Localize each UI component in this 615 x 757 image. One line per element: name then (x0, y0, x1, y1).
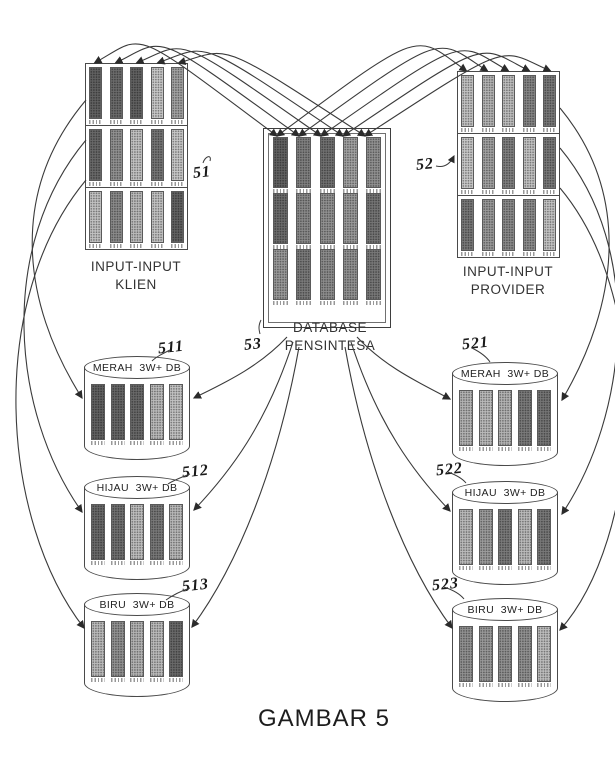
biru-3w-db-klien-bar-1 (91, 621, 105, 682)
bar-value-ticks (150, 678, 164, 682)
ref-522: 522 (435, 459, 464, 480)
bar-fill (498, 626, 512, 682)
hijau-3w-db-klien-type: 3W+ DB (135, 481, 178, 494)
biru-3w-db-provider-bar-4 (518, 626, 532, 687)
database-label-line1: DATABASE (292, 320, 368, 335)
merah-3w-db-klien-label (84, 356, 190, 379)
database-column-4 (343, 137, 358, 319)
klien-bar-2-2 (110, 129, 123, 186)
provider-bar-1-2 (482, 75, 495, 132)
bar-fill (482, 137, 495, 189)
db-segment-fill (273, 137, 288, 188)
db-segment-fill (296, 193, 311, 244)
figure-caption: GAMBAR 5 (258, 705, 391, 732)
bar-value-ticks (498, 447, 512, 451)
bar-value-ticks (479, 683, 493, 687)
biru-3w-db-provider-bar-5 (537, 626, 551, 687)
merah-3w-db-provider-bar-4 (518, 390, 532, 451)
bar-fill (461, 75, 474, 127)
provider-to-hijau-provider-arrow (560, 148, 615, 514)
database-pensintesa-block (263, 128, 391, 328)
klien-bar-2-4 (151, 129, 164, 186)
merah-3w-db-provider-bar-5 (537, 390, 551, 451)
bar-value-ticks (518, 566, 532, 570)
db-value-ticks (296, 189, 311, 193)
ref-523: 523 (431, 574, 460, 595)
bar-fill (111, 504, 125, 560)
ref-52-leader (436, 156, 454, 167)
merah-3w-db-provider-bar-2 (479, 390, 493, 451)
provider-segment-1 (457, 71, 560, 134)
db-value-ticks (320, 301, 335, 305)
provider-bar-2-2 (482, 137, 495, 194)
bar-fill (479, 626, 493, 682)
provider-to-merah-provider-arrow (560, 108, 609, 400)
bar-fill (498, 509, 512, 565)
bar-value-ticks (498, 683, 512, 687)
bar-value-ticks (482, 128, 495, 132)
bar-fill (151, 67, 164, 119)
bar-fill (150, 384, 164, 440)
hijau-3w-db-klien-cylinder (84, 476, 190, 580)
bar-value-ticks (89, 120, 102, 124)
hijau-3w-db-provider-label (452, 481, 558, 504)
bar-value-ticks (482, 190, 495, 194)
db-segment-fill (320, 137, 335, 188)
provider-segment-3 (457, 195, 560, 258)
biru-3w-db-klien-bar-2 (111, 621, 125, 682)
bar-value-ticks (110, 182, 123, 186)
bar-fill (518, 626, 532, 682)
bar-fill (523, 137, 536, 189)
bar-value-ticks (502, 252, 515, 256)
provider-bar-3-5 (543, 199, 556, 256)
ref-512: 512 (181, 461, 210, 482)
bar-value-ticks (461, 190, 474, 194)
provider-bar-1-5 (543, 75, 556, 132)
db-segment-fill (366, 193, 381, 244)
provider-label (452, 263, 564, 299)
bar-value-ticks (89, 182, 102, 186)
bar-fill (110, 67, 123, 119)
klien-bar-1-2 (110, 67, 123, 124)
bar-fill (537, 626, 551, 682)
bar-fill (130, 384, 144, 440)
bar-value-ticks (130, 120, 143, 124)
db-value-ticks (273, 301, 288, 305)
bar-fill (171, 67, 184, 119)
bar-fill (130, 191, 143, 243)
bar-fill (130, 67, 143, 119)
klien-database-arc-5 (179, 53, 366, 136)
database-label (268, 319, 392, 355)
bar-fill (543, 199, 556, 251)
bar-value-ticks (459, 566, 473, 570)
klien-to-hijau-klien-arrow (24, 140, 86, 512)
bar-fill (91, 504, 105, 560)
provider-label-line2: PROVIDER (470, 282, 546, 297)
bar-value-ticks (130, 678, 144, 682)
merah-3w-db-provider-bar-3 (498, 390, 512, 451)
bar-value-ticks (171, 244, 184, 248)
db-segment-fill (343, 193, 358, 244)
bar-fill (461, 137, 474, 189)
provider-label-line1: INPUT-INPUT (462, 264, 554, 279)
db-value-ticks (273, 189, 288, 193)
klien-bar-3-5 (171, 191, 184, 248)
hijau-3w-db-klien-bar-3 (130, 504, 144, 565)
klien-bar-2-3 (130, 129, 143, 186)
bar-fill (498, 390, 512, 446)
bar-value-ticks (461, 252, 474, 256)
biru-3w-db-klien-bars (91, 621, 183, 682)
bar-fill (150, 621, 164, 677)
db-value-ticks (343, 245, 358, 249)
bar-fill (151, 191, 164, 243)
bar-value-ticks (461, 128, 474, 132)
database-column-2 (296, 137, 311, 319)
provider-bar-2-5 (543, 137, 556, 194)
bar-value-ticks (130, 561, 144, 565)
db-value-ticks (273, 245, 288, 249)
klien-label-line2: KLIEN (115, 277, 157, 292)
bar-fill (543, 75, 556, 127)
biru-3w-db-klien-name: BIRU (99, 598, 133, 611)
bar-fill (523, 75, 536, 127)
bar-value-ticks (110, 120, 123, 124)
hijau-3w-db-klien-bar-1 (91, 504, 105, 565)
provider-bar-3-3 (502, 199, 515, 256)
db-segment-fill (296, 137, 311, 188)
merah-3w-db-klien-bars (91, 384, 183, 445)
provider-bar-3-1 (461, 199, 474, 256)
provider-input-block (457, 72, 560, 258)
bar-value-ticks (479, 566, 493, 570)
merah-3w-db-klien-bar-4 (150, 384, 164, 445)
bar-value-ticks (482, 252, 495, 256)
bar-value-ticks (151, 120, 164, 124)
bar-value-ticks (518, 447, 532, 451)
hijau-3w-db-provider-bar-3 (498, 509, 512, 570)
bar-fill (89, 129, 102, 181)
bar-value-ticks (151, 182, 164, 186)
merah-3w-db-provider-bar-1 (459, 390, 473, 451)
bar-fill (169, 621, 183, 677)
hijau-3w-db-provider-bar-2 (479, 509, 493, 570)
provider-bar-3-4 (523, 199, 536, 256)
bar-fill (130, 129, 143, 181)
db-segment-fill (366, 249, 381, 300)
bar-fill (461, 199, 474, 251)
bar-value-ticks (110, 244, 123, 248)
klien-bar-3-2 (110, 191, 123, 248)
bar-value-ticks (518, 683, 532, 687)
db-value-ticks (366, 245, 381, 249)
bar-fill (518, 390, 532, 446)
db-segment-fill (343, 249, 358, 300)
bar-value-ticks (502, 190, 515, 194)
bar-fill (518, 509, 532, 565)
bar-fill (523, 199, 536, 251)
bar-fill (171, 129, 184, 181)
bar-value-ticks (111, 678, 125, 682)
provider-bar-1-1 (461, 75, 474, 132)
klien-segment-1 (85, 63, 188, 126)
bar-value-ticks (459, 447, 473, 451)
biru-3w-db-provider-label (452, 598, 558, 621)
bar-fill (459, 626, 473, 682)
bar-value-ticks (111, 561, 125, 565)
bar-fill (482, 199, 495, 251)
hijau-3w-db-provider-bars (459, 509, 551, 570)
provider-segment-2 (457, 133, 560, 196)
bar-value-ticks (537, 566, 551, 570)
database-to-hijau-provider-arrow (351, 342, 450, 511)
hijau-3w-db-provider-bar-4 (518, 509, 532, 570)
bar-value-ticks (130, 244, 143, 248)
provider-bar-1-4 (523, 75, 536, 132)
bar-fill (130, 504, 144, 560)
klien-label (80, 258, 192, 294)
db-value-ticks (296, 245, 311, 249)
klien-bar-3-3 (130, 191, 143, 248)
biru-3w-db-provider-bars (459, 626, 551, 687)
bar-value-ticks (523, 128, 536, 132)
bar-fill (502, 199, 515, 251)
ref-513: 513 (181, 575, 210, 596)
klien-segment-2 (85, 125, 188, 188)
db-segment-fill (320, 249, 335, 300)
merah-3w-db-klien-cylinder (84, 356, 190, 460)
bar-fill (479, 509, 493, 565)
hijau-3w-db-provider-bar-5 (537, 509, 551, 570)
bar-fill (111, 621, 125, 677)
provider-bar-3-2 (482, 199, 495, 256)
merah-3w-db-klien-type: 3W+ DB (139, 361, 182, 374)
klien-to-merah-klien-arrow (32, 100, 86, 398)
klien-bar-3-1 (89, 191, 102, 248)
ref-521: 521 (461, 333, 490, 354)
provider-database-arc-1 (277, 46, 467, 136)
bar-fill (89, 67, 102, 119)
db-segment-fill (320, 193, 335, 244)
bar-value-ticks (130, 441, 144, 445)
klien-bar-2-1 (89, 129, 102, 186)
database-bars (268, 133, 386, 323)
biru-3w-db-provider-bar-3 (498, 626, 512, 687)
hijau-3w-db-klien-name: HIJAU (96, 481, 136, 494)
merah-3w-db-provider-bars (459, 390, 551, 451)
bar-value-ticks (150, 561, 164, 565)
bar-fill (543, 137, 556, 189)
hijau-3w-db-klien-label (84, 476, 190, 499)
provider-bar-2-3 (502, 137, 515, 194)
db-segment-fill (366, 137, 381, 188)
klien-bar-1-4 (151, 67, 164, 124)
biru-3w-db-klien-bar-5 (169, 621, 183, 682)
hijau-3w-db-klien-bar-4 (150, 504, 164, 565)
bar-fill (89, 191, 102, 243)
hijau-3w-db-provider-bar-1 (459, 509, 473, 570)
bar-fill (169, 384, 183, 440)
provider-bar-1-3 (502, 75, 515, 132)
database-to-hijau-klien-arrow (194, 342, 293, 510)
bar-fill (151, 129, 164, 181)
provider-bar-2-4 (523, 137, 536, 194)
bar-fill (459, 509, 473, 565)
klien-input-block (85, 64, 188, 250)
db-value-ticks (296, 301, 311, 305)
db-value-ticks (320, 189, 335, 193)
merah-3w-db-klien-name: MERAH (92, 361, 140, 374)
bar-value-ticks (91, 441, 105, 445)
merah-3w-db-provider-label (452, 362, 558, 385)
db-value-ticks (343, 301, 358, 305)
klien-bar-1-1 (89, 67, 102, 124)
bar-fill (91, 621, 105, 677)
bar-value-ticks (459, 683, 473, 687)
bar-fill (502, 75, 515, 127)
bar-fill (482, 75, 495, 127)
provider-bar-2-1 (461, 137, 474, 194)
bar-value-ticks (171, 182, 184, 186)
bar-fill (130, 621, 144, 677)
hijau-3w-db-klien-bars (91, 504, 183, 565)
klien-to-biru-klien-arrow (16, 180, 86, 628)
bar-value-ticks (543, 252, 556, 256)
hijau-3w-db-provider-type: 3W+ DB (503, 486, 546, 499)
bar-value-ticks (498, 566, 512, 570)
hijau-3w-db-klien-bar-5 (169, 504, 183, 565)
bar-value-ticks (151, 244, 164, 248)
db-segment-fill (273, 193, 288, 244)
merah-3w-db-klien-bar-5 (169, 384, 183, 445)
klien-bar-1-5 (171, 67, 184, 124)
bar-value-ticks (150, 441, 164, 445)
biru-3w-db-klien-bar-3 (130, 621, 144, 682)
db-value-ticks (366, 189, 381, 193)
bar-value-ticks (523, 190, 536, 194)
bar-fill (169, 504, 183, 560)
biru-3w-db-provider-cylinder (452, 598, 558, 702)
bar-fill (502, 137, 515, 189)
bar-value-ticks (543, 190, 556, 194)
db-value-ticks (366, 301, 381, 305)
bar-value-ticks (502, 128, 515, 132)
db-value-ticks (343, 189, 358, 193)
bar-value-ticks (91, 561, 105, 565)
bar-fill (459, 390, 473, 446)
biru-3w-db-provider-name: BIRU (467, 603, 501, 616)
ref-51: 51 (192, 163, 212, 182)
bar-fill (537, 509, 551, 565)
db-segment-fill (296, 249, 311, 300)
database-column-1 (273, 137, 288, 319)
hijau-3w-db-provider-cylinder (452, 481, 558, 585)
bar-value-ticks (130, 182, 143, 186)
bar-fill (110, 129, 123, 181)
klien-segment-3 (85, 187, 188, 250)
biru-3w-db-klien-bar-4 (150, 621, 164, 682)
bar-fill (110, 191, 123, 243)
biru-3w-db-klien-cylinder (84, 593, 190, 697)
bar-value-ticks (169, 678, 183, 682)
merah-3w-db-provider-type: 3W+ DB (507, 367, 550, 380)
biru-3w-db-provider-bar-1 (459, 626, 473, 687)
database-column-5 (366, 137, 381, 319)
biru-3w-db-provider-type: 3W+ DB (500, 603, 543, 616)
database-label-line2: PENSINTESA (284, 338, 376, 353)
bar-value-ticks (537, 683, 551, 687)
bar-value-ticks (111, 441, 125, 445)
db-segment-fill (343, 137, 358, 188)
hijau-3w-db-klien-bar-2 (111, 504, 125, 565)
bar-value-ticks (169, 561, 183, 565)
biru-3w-db-klien-label (84, 593, 190, 616)
bar-value-ticks (89, 244, 102, 248)
bar-fill (150, 504, 164, 560)
biru-3w-db-klien-type: 3W+ DB (132, 598, 175, 611)
ref-511: 511 (157, 337, 185, 358)
bar-value-ticks (171, 120, 184, 124)
bar-value-ticks (523, 252, 536, 256)
merah-3w-db-klien-bar-1 (91, 384, 105, 445)
bar-value-ticks (537, 447, 551, 451)
provider-to-biru-provider-arrow (560, 188, 615, 630)
bar-fill (171, 191, 184, 243)
klien-label-line1: INPUT-INPUT (90, 259, 182, 274)
bar-fill (479, 390, 493, 446)
bar-value-ticks (479, 447, 493, 451)
db-segment-fill (273, 249, 288, 300)
merah-3w-db-klien-bar-3 (130, 384, 144, 445)
ref-52: 52 (415, 155, 435, 174)
merah-3w-db-provider-name: MERAH (460, 367, 508, 380)
klien-bar-2-5 (171, 129, 184, 186)
merah-3w-db-provider-cylinder (452, 362, 558, 466)
hijau-3w-db-provider-name: HIJAU (464, 486, 504, 499)
bar-value-ticks (543, 128, 556, 132)
klien-bar-3-4 (151, 191, 164, 248)
ref-53-leader (259, 320, 261, 334)
ref-51-leader (203, 157, 210, 163)
db-value-ticks (320, 245, 335, 249)
bar-value-ticks (169, 441, 183, 445)
bar-fill (91, 384, 105, 440)
database-column-3 (320, 137, 335, 319)
bar-value-ticks (91, 678, 105, 682)
merah-3w-db-klien-bar-2 (111, 384, 125, 445)
biru-3w-db-provider-bar-2 (479, 626, 493, 687)
bar-fill (111, 384, 125, 440)
ref-53: 53 (243, 335, 263, 354)
klien-bar-1-3 (130, 67, 143, 124)
bar-fill (537, 390, 551, 446)
